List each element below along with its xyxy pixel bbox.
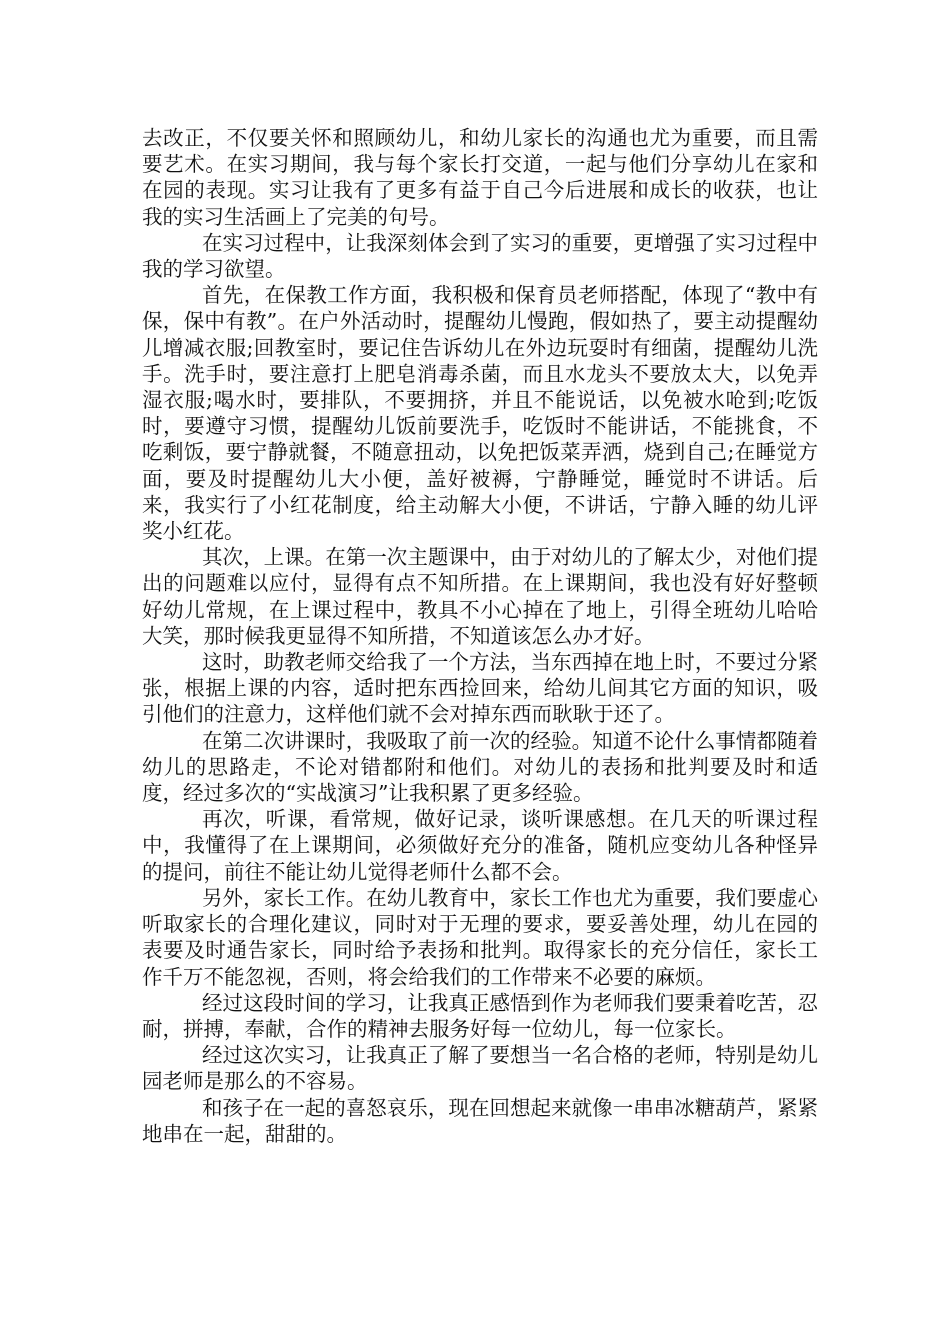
paragraph-10: 经过这次实习，让我真正了解了要想当一名合格的老师，特别是幼儿园老师是那么的不容易。 bbox=[142, 1043, 818, 1094]
paragraph-8: 另外，家长工作。在幼儿教育中，家长工作也尤为重要，我们要虚心听取家长的合理化建议，同时对于无理的要求，要妥善处理，幼儿在园的表要及时通告家长，同时给予表扬和批判。取得家长的充分信任，家长工作千万不能忽视，否则，将会给我们的工作带来不必要的麻烦。 bbox=[142, 885, 818, 989]
paragraph-4: 其次，上课。在第一次主题课中，由于对幼儿的了解太少，对他们提出的问题难以应付，显得有点不知所措。在上课期间，我也没有好好整顿好幼儿常规，在上课过程中，教具不小心掉在了地上，引得全班幼儿哈哈大笑，那时候我更显得不知所措，不知道该怎么办才好。 bbox=[142, 545, 818, 648]
paragraph-3: 首先，在保教工作方面，我积极和保育员老师搭配，体现了“教中有保，保中有教”。在户外活动时，提醒幼儿慢跑，假如热了，要主动提醒幼儿增减衣服;回教室时，要记住告诉幼儿在外边玩耍时有细菌，提醒幼儿洗手。洗手时，要注意打上肥皂消毒杀菌，而且水龙头不要放太大，以免弄湿衣服;喝水时，要排队，不要拥挤，并且不能说话，以免被水呛到;吃饭时，要遵守习惯，提醒幼儿饭前要洗手，吃饭时不能讲话，不能挑食，不吃剩饭，要宁静就餐，不随意扭动，以免把饭菜弄洒，烧到自己;在睡觉方面，要及时提醒幼儿大小便，盖好被褥，宁静睡觉，睡觉时不讲话。后来，我实行了小红花制度，给主动解大小便，不讲话，宁静入睡的幼儿评奖小红花。 bbox=[142, 283, 818, 544]
document-body bbox=[142, 125, 818, 1147]
paragraph-9: 经过这段时间的学习，让我真正感悟到作为老师我们要秉着吃苦，忍耐，拼搏，奉献，合作的精神去服务好每一位幼儿，每一位家长。 bbox=[142, 990, 818, 1041]
paragraph-6: 在第二次讲课时，我吸取了前一次的经验。知道不论什么事情都随着幼儿的思路走，不论对错都附和他们。对幼儿的表扬和批判要及时和适度，经过多次的“实战演习”让我积累了更多经验。 bbox=[142, 728, 818, 806]
paragraph-7: 再次，听课，看常规，做好记录，谈听课感想。在几天的听课过程中，我懂得了在上课期间，必须做好充分的准备，随机应变幼儿各种怪异的提问，前往不能让幼儿觉得老师什么都不会。 bbox=[142, 807, 818, 884]
paragraph-1: 去改正，不仅要关怀和照顾幼儿，和幼儿家长的沟通也尤为重要，而且需要艺术。在实习期间，我与每个家长打交道，一起与他们分享幼儿在家和在园的表现。实习让我有了更多有益于自己今后进展和成长的收获，也让我的实习生活画上了完美的句号。 bbox=[142, 126, 818, 229]
paragraph-11: 和孩子在一起的喜怒哀乐，现在回想起来就像一串串冰糖葫芦，紧紧地串在一起，甜甜的。 bbox=[142, 1095, 818, 1146]
paragraph-5: 这时，助教老师交给我了一个方法，当东西掉在地上时，不要过分紧张，根据上课的内容，适时把东西捡回来，给幼儿间其它方面的知识，吸引他们的注意力，这样他们就不会对掉东西而耿耿于还了。 bbox=[142, 650, 818, 727]
paragraph-2: 在实习过程中，让我深刻体会到了实习的重要，更增强了实习过程中我的学习欲望。 bbox=[142, 230, 818, 282]
